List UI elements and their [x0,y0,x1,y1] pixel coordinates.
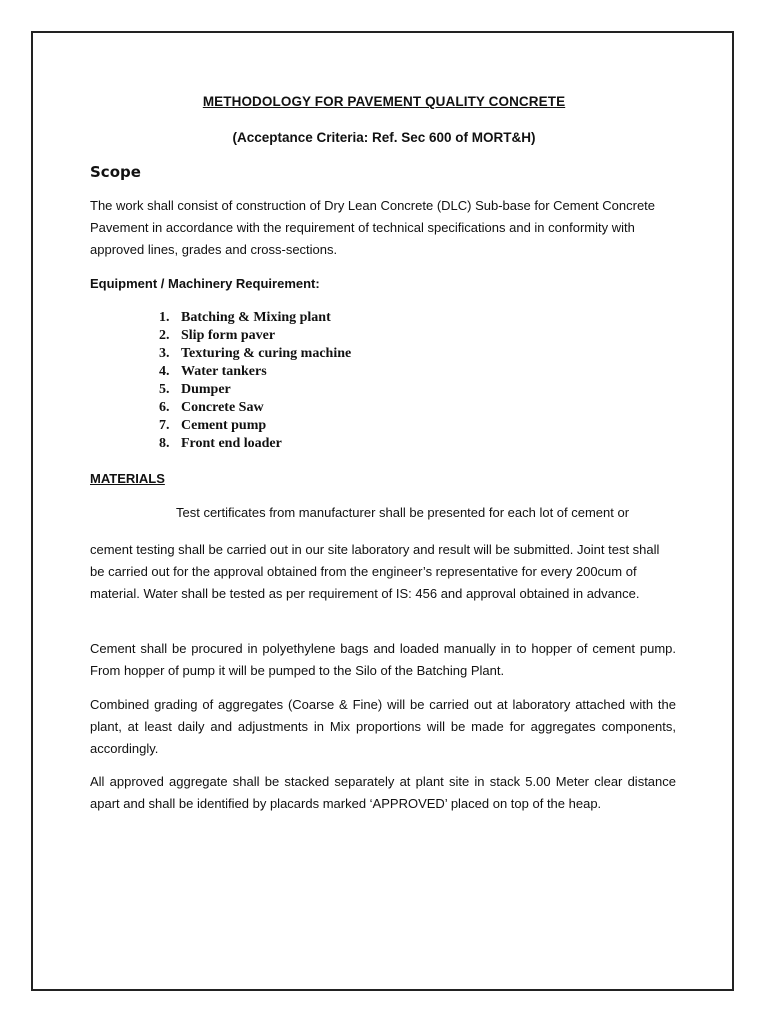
list-item-number: 3. [159,346,170,361]
list-item [159,417,351,435]
scope-heading: Scope [90,163,141,181]
list-item-label: Concrete Saw [181,400,264,415]
document-title: METHODOLOGY FOR PAVEMENT QUALITY CONCRETE [202,94,566,109]
list-item-label: Front end loader [181,436,282,451]
list-item-number: 8. [159,436,170,451]
list-item-label: Slip form paver [181,328,276,343]
list-item [159,327,351,345]
list-item-label: Batching & Mixing plant [181,310,331,325]
list-item-label: Cement pump [181,418,267,433]
list-item-number: 5. [159,382,170,397]
list-item-label: Dumper [181,382,231,397]
list-item [159,381,351,399]
list-item-number: 6. [159,400,170,415]
materials-paragraph-grading: Combined grading of aggregates (Coarse & Fine) will be carried out at laboratory attached with the plant, at least daily and adjustments in Mix proportions will be made for aggregates components, accordingly. [90,697,676,756]
list-item-label: Texturing & curing machine [181,346,352,361]
list-item [159,399,351,417]
list-item-number: 4. [159,364,170,379]
scope-paragraph: The work shall consist of construction of Dry Lean Concrete (DLC) Sub-base for Cement Concrete Pavement in accordance with the requirement of technical specifications and in conformity with approved lines, grades and cross-sections. [90,198,656,257]
list-item [159,345,351,363]
list-item-number: 1. [159,310,170,325]
materials-paragraph-stacking: All approved aggregate shall be stacked separately at plant site in stack 5.00 Meter clear distance apart and shall be identified by placards marked ‘APPROVED’ placed on top of the heap. [90,774,676,811]
materials-heading: MATERIALS [90,471,165,486]
materials-intro: Test certificates from manufacturer shall be presented for each lot of cement or [176,505,630,520]
list-item [159,363,351,381]
list-item [159,309,351,327]
document-subtitle: (Acceptance Criteria: Ref. Sec 600 of MORT&H) [232,130,536,145]
materials-paragraph-testing: cement testing shall be carried out in our site laboratory and result will be submitted. Joint test shall be carried out for the approval obtained from the engineer’s representative for every 200cum of material. Water shall be tested as per requirement of IS: 456 and approval obtained in advance. [90,542,660,601]
materials-paragraph-cement: Cement shall be procured in polyethylene bags and loaded manually in to hopper of cement pump. From hopper of pump it will be pumped to the Silo of the Batching Plant. [90,641,676,678]
list-item-number: 2. [159,328,170,343]
equipment-list [159,309,351,453]
list-item-label: Water tankers [181,364,267,379]
list-item-number: 7. [159,418,170,433]
list-item [159,435,351,453]
equipment-heading: Equipment / Machinery Requirement: [90,276,320,291]
